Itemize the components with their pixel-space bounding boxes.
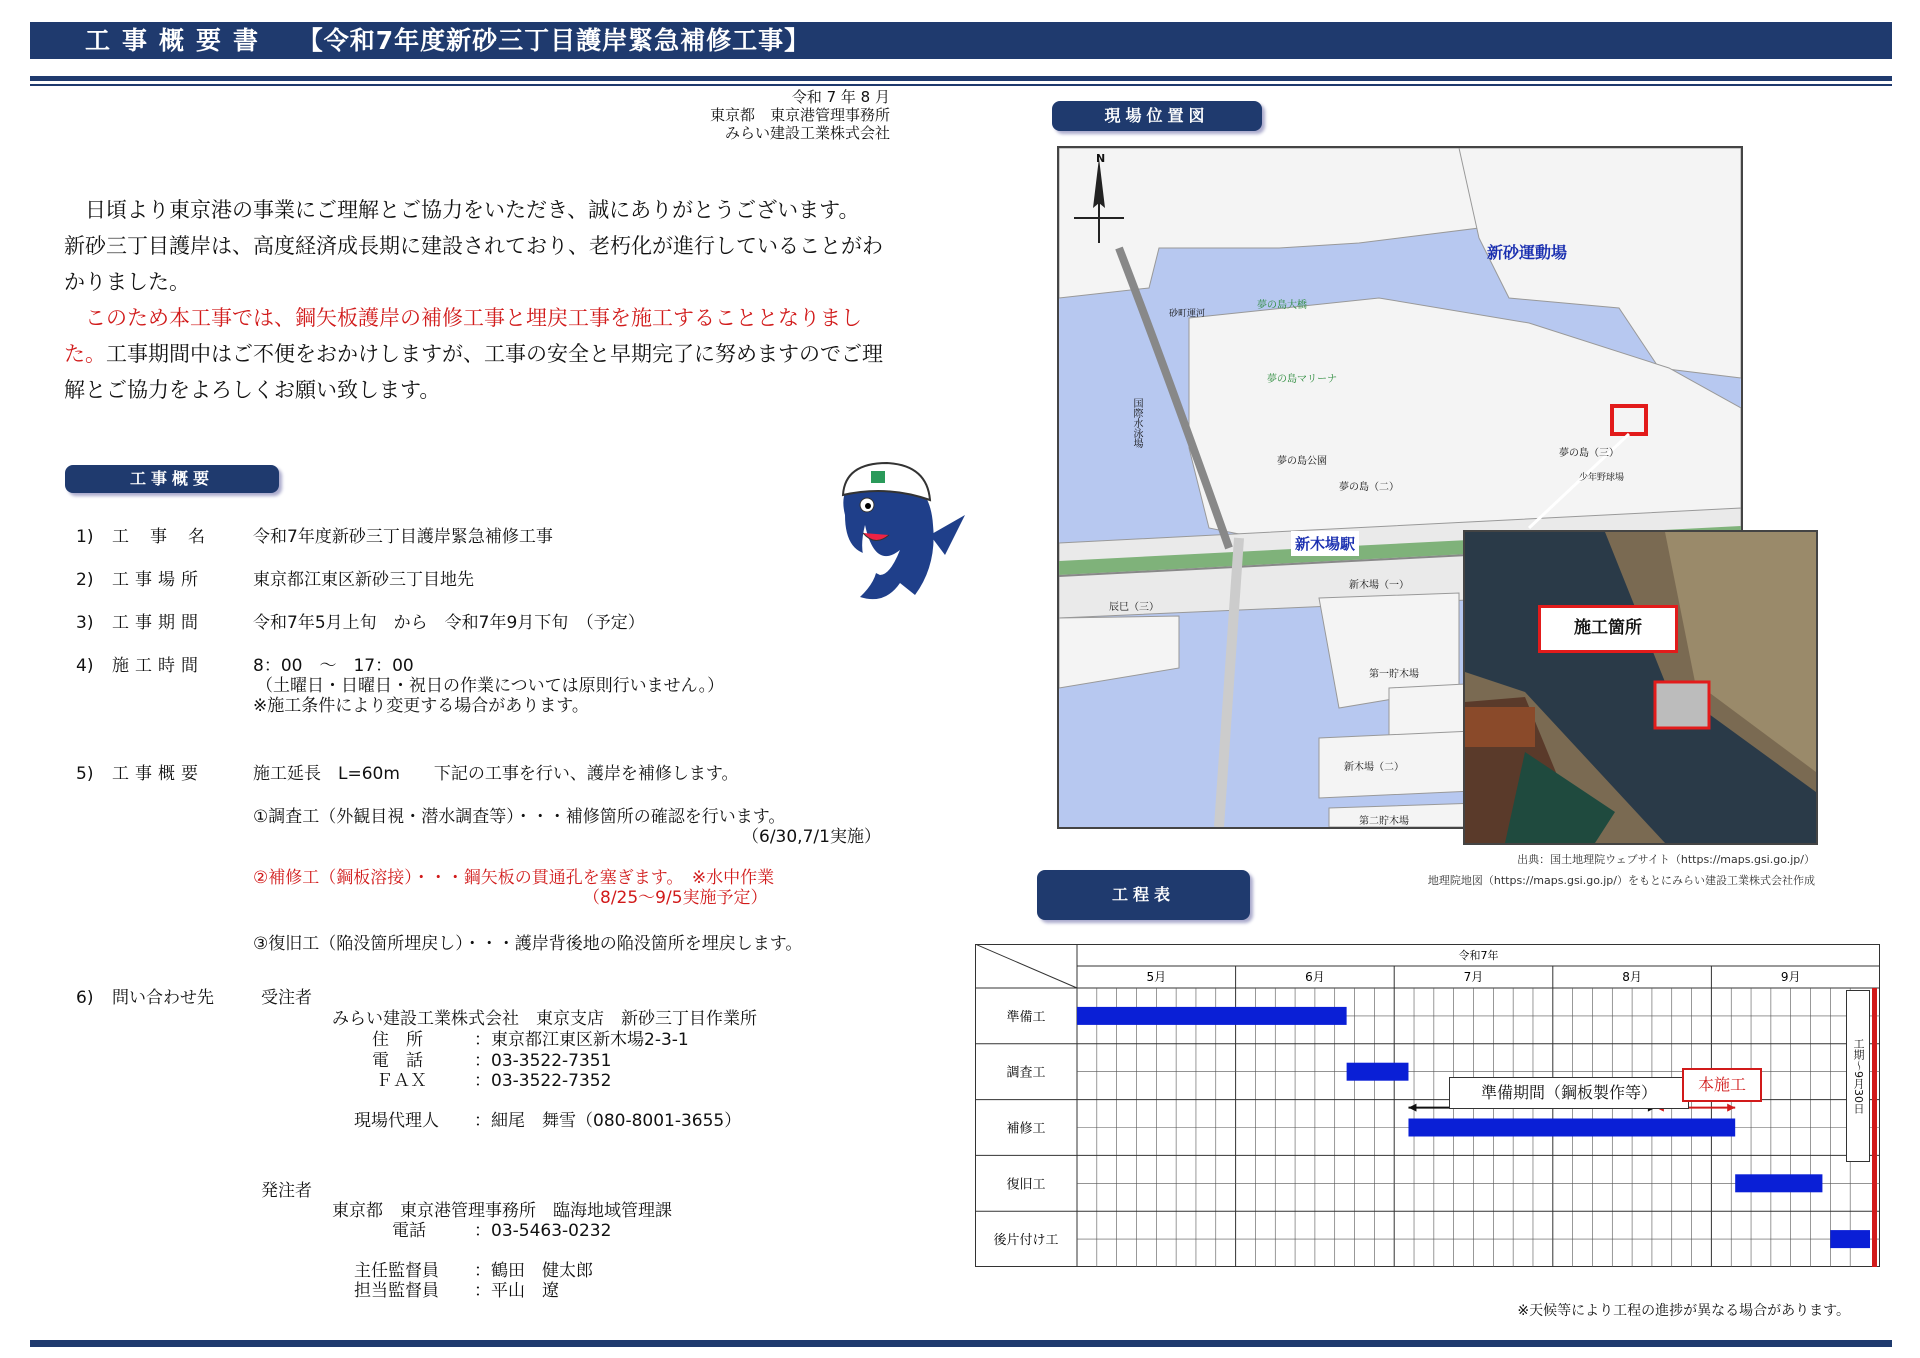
intro-highlight: このため本工事では、鋼矢板護岸の補修工事と埋戻工事を施工することとなりまし [64, 306, 862, 330]
item-label: 施工時間 [112, 656, 204, 676]
site-agent-label: 現場代理人 [354, 1111, 439, 1131]
site-callout: 施工箇所 [1538, 605, 1678, 653]
item-number: 3) [76, 613, 94, 633]
work-item-highlight: ②補修工（鋼板溶接）・・・鋼矢板の貫通孔を塞ぎます。 ※水中作業 [253, 868, 775, 888]
gantt-bar [1077, 1007, 1347, 1025]
client-phone-value: ：03-5463-0232 [474, 1221, 612, 1241]
issuer-org1: 東京都 東京港管理事務所 [709, 106, 890, 124]
item-value: 令和7年5月上旬 から 令和7年9月下旬 （予定） [253, 613, 645, 633]
gantt-row-label: 補修工 [1006, 1121, 1046, 1137]
gantt-bar [1830, 1230, 1870, 1248]
dolphin-mascot-icon [805, 455, 975, 615]
intro-line: 工事期間中はご不便をおかけしますが、工事の安全と早期完了に努めますのでご理 [106, 342, 883, 366]
item-label: 工事期間 [112, 613, 204, 633]
map-label-yume3: 夢の島（三） [1559, 448, 1619, 459]
map-label-tatsumi3: 辰巳（三） [1109, 602, 1159, 613]
gantt-row-label: 後片付け工 [993, 1233, 1059, 1249]
intro-line: かりました。 [64, 270, 190, 294]
contractor-name: みらい建設工業株式会社 東京支店 新砂三丁目作業所 [332, 1009, 757, 1029]
item-number: 1) [76, 527, 94, 547]
fax-label: ＦＡＸ [376, 1071, 427, 1091]
work-item: ③復旧工（陥没箇所埋戻し）・・・護岸背後地の陥没箇所を埋戻します。 [253, 934, 803, 954]
map-label-shinkiba1: 新木場（一） [1349, 580, 1409, 591]
title-label: 工事概要書 [85, 26, 271, 55]
item-label: 問い合わせ先 [112, 988, 214, 1008]
schedule-note: ※天候等により工程の進捗が異なる場合があります。 [1517, 1303, 1850, 1319]
item-value: 東京都江東区新砂三丁目地先 [253, 570, 474, 590]
map-label-yume2: 夢の島（二） [1339, 482, 1399, 493]
item-label: 工事概要 [112, 764, 204, 784]
footer-rule [30, 1340, 1892, 1347]
item-number: 4) [76, 656, 94, 676]
map-label-marina: 夢の島マリーナ [1267, 374, 1337, 385]
header-rule-thick [30, 76, 1892, 81]
map-label-pond1: 第一貯木場 [1369, 669, 1419, 680]
gantt-month-label: 9月 [1780, 970, 1801, 984]
chief-supervisor-label: 主任監督員 [354, 1261, 439, 1281]
north-label: N [1096, 152, 1106, 165]
map-label-station: 新木場駅 [1291, 531, 1359, 556]
map-label-canal: 砂町運河 [1169, 309, 1206, 319]
time-note: ※施工条件により変更する場合があります。 [253, 696, 589, 716]
map-label-pond2: 第二貯木場 [1359, 816, 1409, 827]
staff-supervisor-label: 担当監督員 [354, 1281, 439, 1301]
schedule-heading: 工程表 [1037, 870, 1250, 920]
gantt-month-label: 5月 [1146, 970, 1167, 984]
gantt-year-label: 令和7年 [1458, 949, 1499, 962]
gantt-bar [1408, 1119, 1735, 1137]
intro-line: 日頃より東京港の事業にご理解とご協力をいただき、誠にありがとうございます。 [85, 198, 860, 222]
intro-line: 解とご協力をよろしくお願い致します。 [64, 378, 441, 402]
gantt-bar [1347, 1063, 1409, 1081]
map-label-shinkiba2: 新木場（二） [1344, 762, 1404, 773]
gantt-month-label: 8月 [1622, 970, 1642, 984]
contact-section [76, 988, 876, 1308]
map-credit-source: 出典：国土地理院ウェブサイト（https://maps.gsi.go.jp/） [1517, 853, 1815, 866]
schedule-gantt [975, 944, 1880, 1267]
gantt-month-label: 6月 [1305, 970, 1325, 984]
issuer-block [560, 88, 890, 142]
chief-supervisor-value: ：鶴田 健太郎 [474, 1261, 593, 1281]
intro-highlight: た。 [64, 342, 106, 366]
item-value: 8：00 ～ 17：00 [253, 656, 414, 676]
issuer-org2: みらい建設工業株式会社 [724, 124, 890, 142]
document-title [30, 22, 1892, 59]
work-item: ①調査工（外観目視・潜水調査等）・・・補修箇所の確認を行います。 [253, 807, 786, 827]
map-label-bridge: 夢の島大橋 [1257, 300, 1307, 311]
prep-period-label: 準備期間（鋼板製作等） [1449, 1077, 1689, 1109]
client-label: 発注者 [261, 1181, 312, 1201]
item-value: 令和7年度新砂三丁目護岸緊急補修工事 [253, 527, 553, 547]
site-agent-value: ：細尾 舞雪（080-8001-3655） [474, 1111, 742, 1131]
item-label: 工事場所 [112, 570, 204, 590]
gantt-bar [1735, 1174, 1822, 1192]
client-phone-label: 電話 [392, 1221, 426, 1241]
header-rule-thin [30, 84, 1892, 86]
gantt-row-label: 準備工 [1006, 1009, 1046, 1025]
aerial-photo-drawing [1465, 532, 1816, 843]
intro-line: 新砂三丁目護岸は、高度経済成長期に建設されており、老朽化が進行していることがわ [64, 234, 883, 258]
staff-supervisor-value: ：平山 遼 [474, 1281, 559, 1301]
map-label-yumepark: 夢の島公園 [1277, 456, 1327, 467]
gantt-frame [976, 945, 1880, 1267]
fax-value: ：03-3522-7352 [474, 1071, 612, 1091]
map-heading: 現場位置図 [1052, 101, 1262, 131]
map-credit-made: 地理院地図（https://maps.gsi.go.jp/）をもとにみらい建設工業株式会社作成 [1427, 874, 1815, 887]
title-project: 【令和7年度新砂三丁目護岸緊急補修工事】 [297, 26, 811, 55]
gantt-row-label: 復旧工 [1006, 1177, 1046, 1193]
gantt-deadline-line [1872, 988, 1877, 1267]
gantt-row-label: 調査工 [1006, 1065, 1046, 1081]
client-name: 東京都 東京港管理事務所 臨海地域管理課 [332, 1201, 672, 1221]
intro-text [64, 192, 964, 408]
map-label-pool: 国際水泳場 [1131, 398, 1142, 448]
phone-value: ：03-3522-7351 [474, 1051, 612, 1071]
aerial-photo [1463, 530, 1818, 845]
item-number: 2) [76, 570, 94, 590]
issue-date: 令和 7 年 8 月 [791, 88, 890, 106]
address-label: 住 所 [372, 1030, 423, 1050]
item-value: 施工延長 L=60m 下記の工事を行い、護岸を補修します。 [253, 764, 739, 784]
map-label-baseball: 少年野球場 [1579, 473, 1625, 483]
work-date-highlight: （8/25～9/5実施予定） [583, 888, 768, 908]
map-label-sports: 新砂運動場 [1487, 243, 1568, 262]
item-number: 6) [76, 988, 94, 1008]
item-label: 工 事 名 [112, 527, 207, 547]
work-date: （6/30,7/1実施） [742, 827, 881, 847]
contractor-label: 受注者 [261, 988, 312, 1008]
item-number: 5) [76, 764, 94, 784]
main-work-label: 本施工 [1682, 1068, 1762, 1102]
phone-label: 電 話 [372, 1051, 423, 1071]
time-note: （土曜日・日曜日・祝日の作業については原則行いません。） [256, 676, 725, 696]
gantt-month-label: 7月 [1463, 970, 1484, 984]
address-value: ：東京都江東区新木場2-3-1 [474, 1030, 689, 1050]
overview-heading: 工事概要 [65, 465, 279, 493]
deadline-label: 工期～9月30日 [1846, 990, 1870, 1162]
